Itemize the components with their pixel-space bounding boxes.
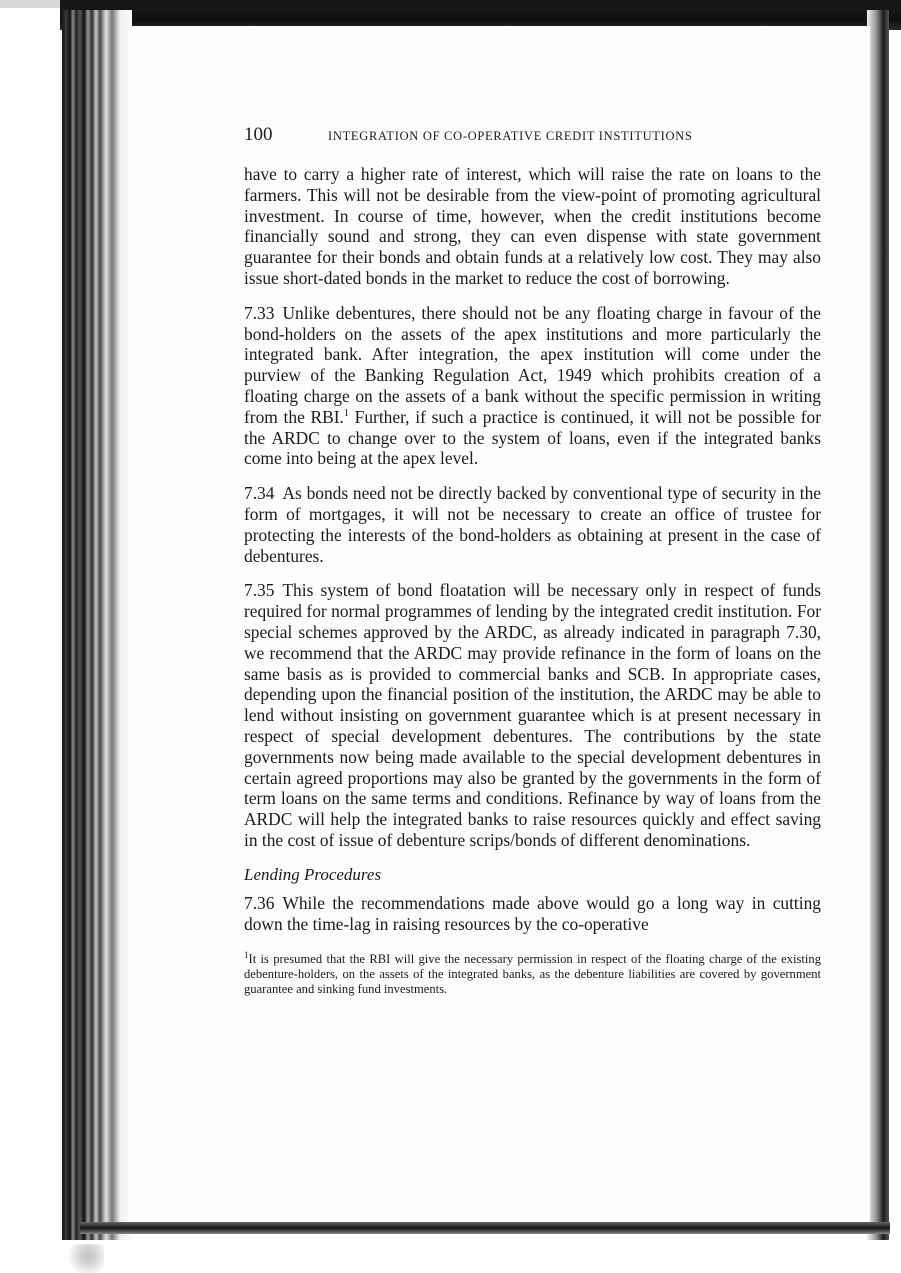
- footnote: [244, 948, 821, 997]
- running-title: INTEGRATION OF CO-OPERATIVE CREDIT INSTITUTIONS: [328, 129, 693, 143]
- paragraph-number: 7.35: [244, 580, 275, 601]
- paragraph-number: 7.34: [244, 483, 275, 504]
- paragraph-text: This system of bond floatation will be necessary only in respect of funds required for normal programmes of lending by the integrated credit institution. For special schemes approved by the ARDC, as already indicated in paragraph 7.30, we recommend that the ARDC may provide refinance in the form of loans on the same basis as is provided to commercial banks and SCB. In appropriate cases, depending upon the financial position of the institution, the ARDC may be able to lend without insisting on government guarantee which is at present necessary in respect of special development debentures. The contributions by the state governments now being made available to the special development debentures in certain agreed proportions may also be granted by the governments in the form of term loans on the same terms and conditions. Refinance by way of loans from the ARDC will help the integrated banks to raise resources quickly and effect saving in the cost of issue of debenture scrips/bonds of different denominations.: [244, 580, 821, 850]
- footnote-text: It is presumed that the RBI will give the necessary permission in respect of the floating charge of the existing debenture-holders, on the assets of the integrated banks, as the debenture liabilities are covered by government guarantee and sinking fund investments.: [244, 952, 821, 997]
- paragraph-text: Further, if such a practice is continued, it will not be possible for the ARDC to change over to the system of loans, even if the integrated banks come into being at the apex level.: [244, 406, 821, 469]
- paragraph-continuation: [244, 164, 821, 289]
- scan-artifact: [64, 1244, 104, 1273]
- paragraph-text: have to carry a higher rate of interest, which will raise the rate on loans to the farmers. This will not be desirable from the view-point of promoting agricultural investment. In course of time, however, when the credit institutions become financially sound and strong, they can even dispense with state government guarantee for their bonds and obtain funds at a relatively low cost. They may also issue short-dated bonds in the market to reduce the cost of borrowing.: [244, 164, 821, 288]
- paragraph-number: 7.36: [244, 892, 275, 913]
- footnote-reference: 1: [343, 407, 349, 419]
- scan-edge-right: [867, 10, 889, 1240]
- running-header: [244, 124, 821, 154]
- paragraph-7-34: [244, 483, 821, 566]
- page-content: [244, 124, 821, 997]
- paragraph-7-35: [244, 580, 821, 850]
- footnote-mark: 1: [244, 950, 249, 961]
- paragraph-7-36: [244, 893, 821, 935]
- page-number: 100: [244, 124, 273, 145]
- paragraph-number: 7.33: [244, 302, 275, 323]
- paragraph-text: Unlike debentures, there should not be any floating charge in favour of the bond-holders on the assets of the apex institutions and more particularly the integrated bank. After integration, the apex institution will come under the purview of the Banking Regulation Act, 1949 which prohibits creation of a floating charge on the assets of a bank without the specific permission in writing from the RBI.: [244, 302, 821, 427]
- paragraph-7-33: [244, 303, 821, 469]
- scan-corner: [0, 0, 60, 8]
- paragraph-text: While the recommendations made above would go a long way in cutting down the time-lag in raising resources by the co-operative: [244, 892, 821, 934]
- section-heading: Lending Procedures: [244, 864, 382, 884]
- book-spine-shadow: [62, 10, 132, 1240]
- scan-edge-bottom: [80, 1222, 890, 1234]
- paragraph-text: As bonds need not be directly backed by conventional type of security in the form of mortgages, it will not be necessary to create an office of trustee for protecting the interests of the bond-holders as obtaining at present in the case of debentures.: [244, 483, 821, 566]
